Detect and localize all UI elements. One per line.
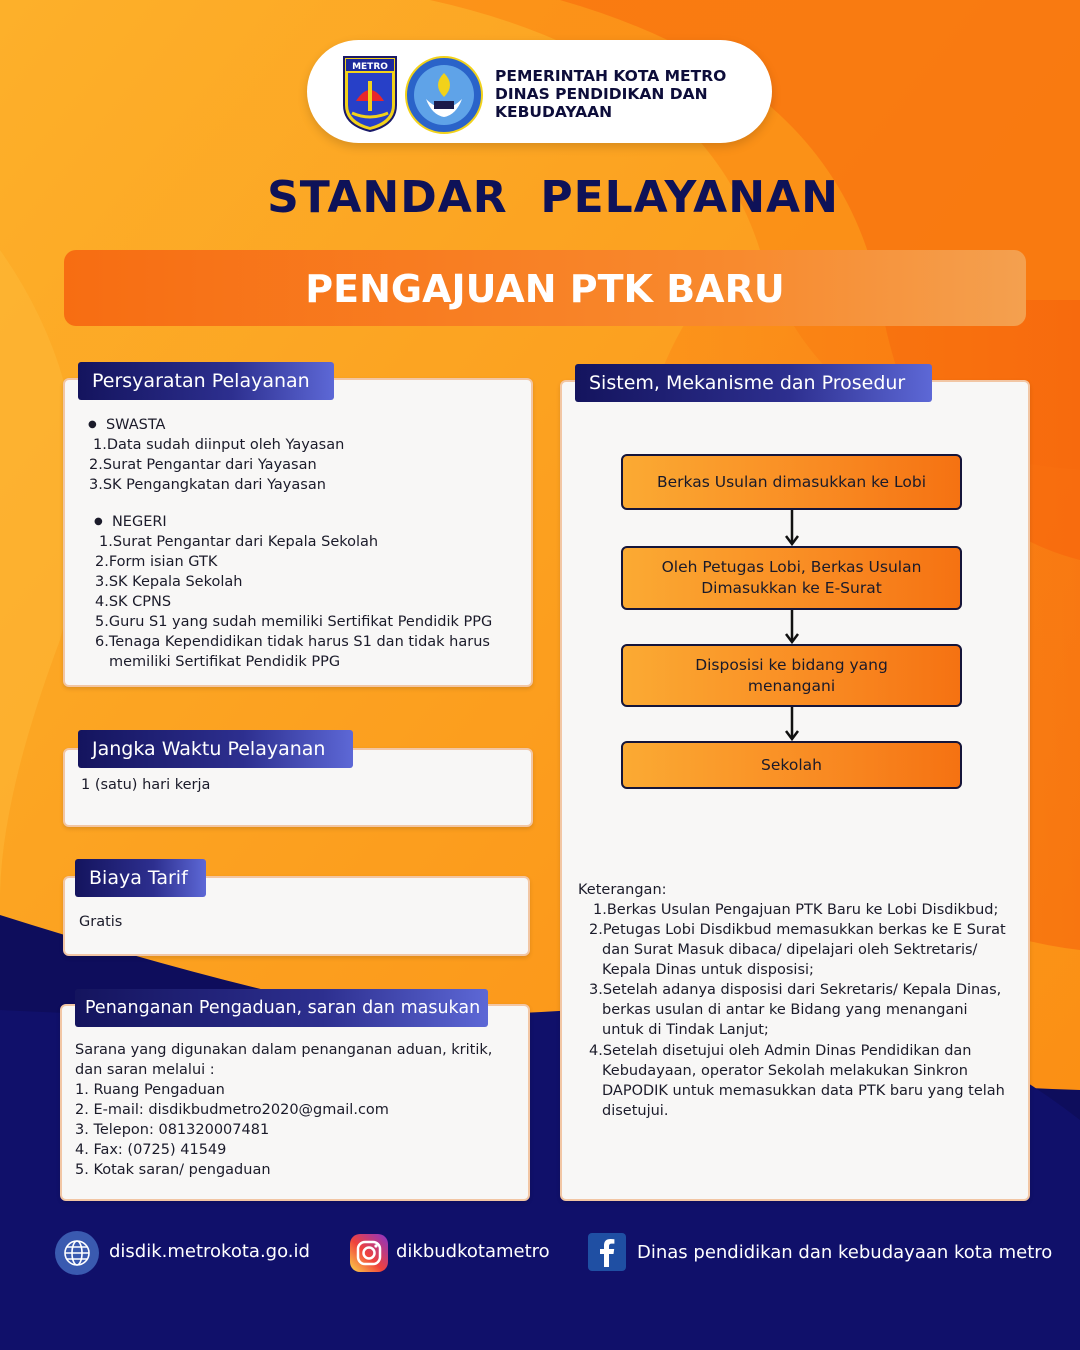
metro-logo-text: METRO [352,62,388,72]
keterangan-section [578,880,1018,1125]
globe-icon [54,1230,100,1276]
flow-step-3-line1: Disposisi ke bidang yang [695,655,888,674]
pengaduan-line: 5. Kotak saran/ pengaduan [75,1162,271,1178]
pengaduan-list [75,1040,515,1185]
flow-step-2-line1: Oleh Petugas Lobi, Berkas Usulan [661,558,922,576]
flow-step-2-line2: Dimasukkan ke E-Surat [701,579,882,597]
page-title: STANDAR PELAYANAN [267,172,839,223]
pengaduan-tab: Penanganan Pengaduan, saran dan masukan [75,989,488,1027]
pengaduan-line: 2. E-mail: disdikbudmetro2020@gmail.com [75,1102,389,1118]
metro-city-logo [342,55,398,133]
org-line-1: PEMERINTAH KOTA METRO [495,67,727,85]
org-line-3: KEBUDAYAAN [495,103,613,121]
list-item: 5.Guru S1 yang sudah memiliki Sertifikat Pendidik PPG [95,614,493,630]
website-link[interactable]: disdik.metrokota.go.id [109,1241,310,1262]
flow-step-4 [621,741,962,789]
pengaduan-line: dan saran melalui : [75,1062,215,1078]
pengaduan-line: 3. Telepon: 081320007481 [75,1122,270,1138]
list-item: 3.SK Pengangkatan dari Yayasan [89,477,326,493]
list-item: 1.Surat Pengantar dari Kepala Sekolah [99,534,379,550]
org-line-2: DINAS PENDIDIKAN DAN [495,85,708,103]
list-item: 2.Surat Pengantar dari Yayasan [89,457,317,473]
list-item: 3.SK Kepala Sekolah [95,574,243,590]
keterangan-line: 4.Setelah disetujui oleh Admin Dinas Pendidikan dan [589,1043,972,1059]
swasta-label: SWASTA [105,417,166,433]
pengaduan-line: 4. Fax: (0725) 41549 [75,1142,227,1158]
flow-step-3-line2: menangani [747,676,836,695]
list-item: memiliki Sertifikat Pendidik PPG [109,654,341,670]
negeri-label: NEGERI [111,514,167,530]
organization-name [495,67,765,121]
keterangan-line: DAPODIK untuk memasukkan data PTK baru yang telah [602,1083,1005,1099]
list-item: 1.Data sudah diinput oleh Yayasan [93,437,345,453]
pengaduan-line: Sarana yang digunakan dalam penanganan aduan, kritik, [75,1042,493,1058]
negeri-bullet: ● NEGERI [94,514,167,530]
keterangan-line: berkas usulan di antar ke Bidang yang menangani [602,1002,968,1018]
keterangan-line: 1.Berkas Usulan Pengajuan PTK Baru ke Lobi Disdikbud; [593,902,999,918]
keterangan-line: dan Surat Masuk dibaca/ dipelajari oleh Sektretaris/ [602,942,978,958]
flow-step-4-text: Sekolah [761,755,822,774]
tut-wuri-handayani-logo [404,55,484,135]
keterangan-line: Kebudayaan, operator Sekolah melakukan Sinkron [602,1063,968,1079]
biaya-tab: Biaya Tarif [75,859,206,897]
jangka-waktu-tab: Jangka Waktu Pelayanan [78,730,353,768]
instagram-handle[interactable]: dikbudkotametro [396,1241,550,1262]
flow-step-1 [621,454,962,510]
jangka-waktu-text: 1 (satu) hari kerja [81,777,211,793]
instagram-icon[interactable] [349,1233,389,1273]
persyaratan-list [88,415,518,675]
keterangan-line: Kepala Dinas untuk disposisi; [602,962,814,978]
facebook-icon[interactable] [588,1233,626,1271]
keterangan-line: disetujui. [602,1103,669,1119]
list-item: 4.SK CPNS [95,594,172,610]
biaya-text: Gratis [79,914,123,930]
keterangan-label: Keterangan: [578,882,667,898]
list-item: 2.Form isian GTK [95,554,218,570]
facebook-page[interactable]: Dinas pendidikan dan kebudayaan kota metro [637,1242,1053,1263]
sistem-tab: Sistem, Mekanisme dan Prosedur [575,364,932,402]
persyaratan-tab: Persyaratan Pelayanan [78,362,334,400]
keterangan-line: 2.Petugas Lobi Disdikbud memasukkan berkas ke E Surat [589,922,1006,938]
swasta-bullet: ● SWASTA [88,417,166,433]
flow-arrows [780,508,804,748]
pengaduan-line: 1. Ruang Pengaduan [75,1082,225,1098]
keterangan-line: untuk di Tindak Lanjut; [602,1022,769,1038]
flow-step-1-text: Berkas Usulan dimasukkan ke Lobi [657,472,926,491]
list-item: 6.Tenaga Kependidikan tidak harus S1 dan tidak harus [95,634,490,650]
page-subtitle: PENGAJUAN PTK BARU [305,267,785,311]
keterangan-line: 3.Setelah adanya disposisi dari Sekretaris/ Kepala Dinas, [589,982,1002,998]
